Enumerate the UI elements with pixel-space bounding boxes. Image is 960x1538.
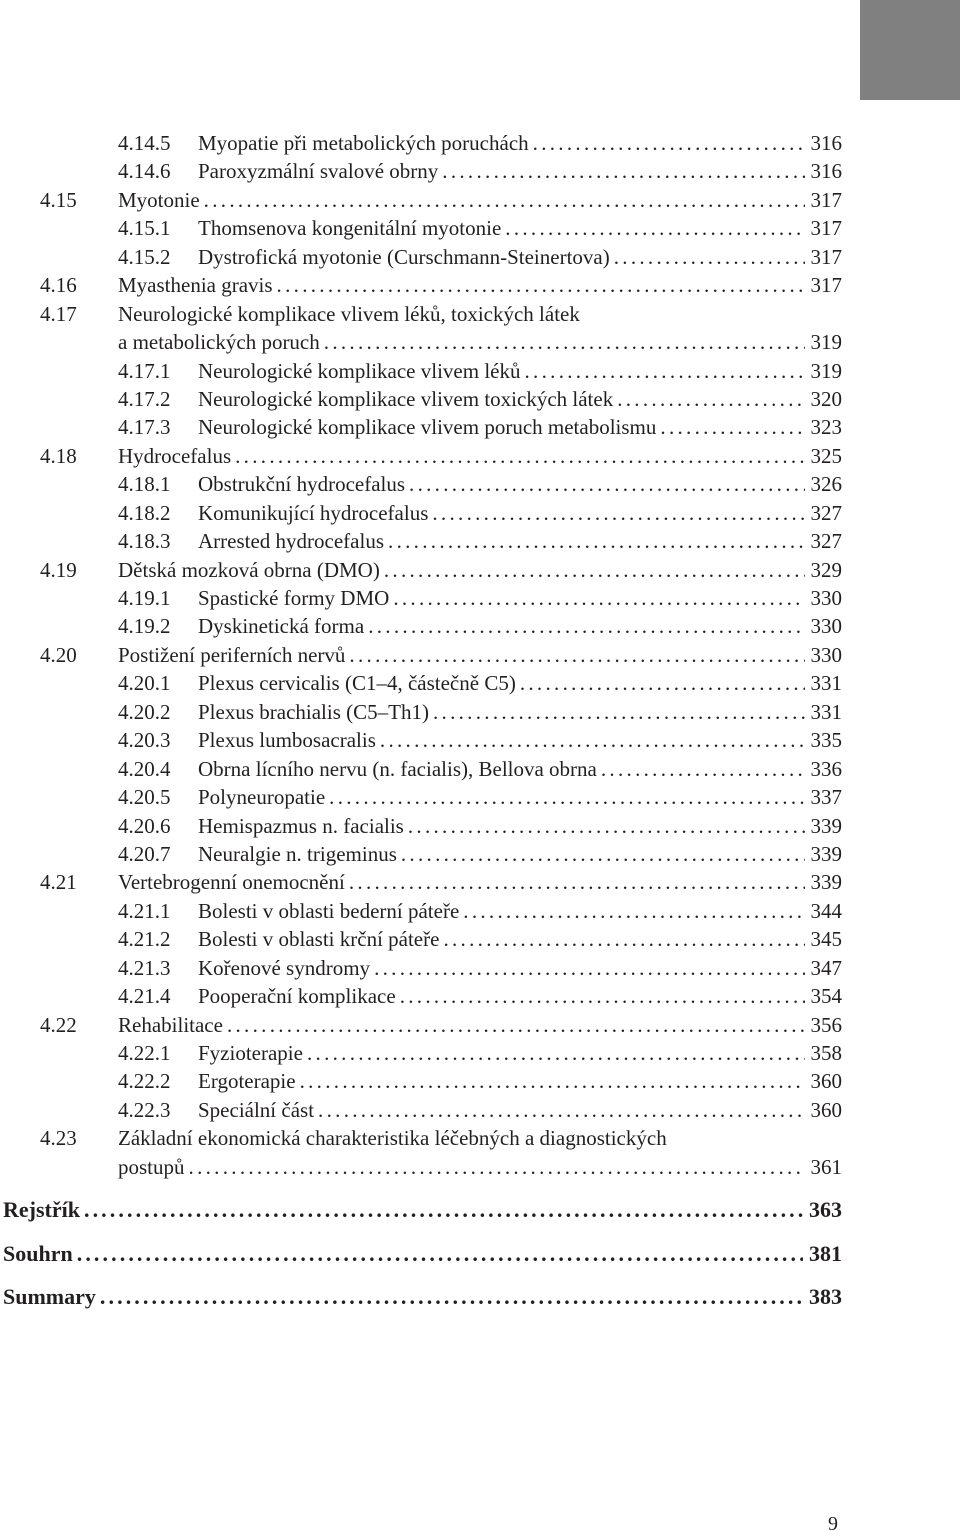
dot-leader	[393, 584, 804, 612]
toc-entry-number: 4.20.1	[118, 671, 171, 696]
toc-entry[interactable]	[0, 812, 842, 840]
toc-entry[interactable]	[0, 783, 842, 811]
toc-entry-page: 360	[810, 1069, 842, 1094]
toc-entry-page: 335	[810, 728, 842, 753]
toc-entry-page: 330	[810, 586, 842, 610]
toc-entry-title: Dystrofická myotonie (Curschmann-Steinertova)	[198, 244, 610, 269]
toc-entry[interactable]	[0, 584, 842, 612]
toc-entry-title: Obrna lícního nervu (n. facialis), Bellova obrna	[198, 756, 597, 781]
toc-entry-number: 4.21	[40, 870, 77, 895]
toc-entry-title: Bolesti v oblasti krční páteře	[198, 927, 440, 952]
toc-entry[interactable]	[0, 1124, 842, 1152]
toc-entry[interactable]	[0, 954, 842, 982]
toc-major-entry[interactable]	[0, 1240, 842, 1284]
dot-leader	[300, 1067, 805, 1095]
toc-entry[interactable]	[0, 328, 842, 356]
toc-entry-number: 4.20.3	[118, 728, 171, 753]
toc-entry-number: 4.19	[40, 557, 77, 582]
toc-entry-page: 326	[810, 472, 842, 497]
toc-entry-title: Neurologické komplikace vlivem léků, toxických látek	[118, 301, 580, 326]
toc-entry-number: 4.20.7	[118, 841, 171, 866]
toc-entry-title: Neuralgie n. trigeminus	[198, 841, 397, 866]
dot-leader	[77, 1240, 803, 1268]
toc-entry[interactable]	[0, 357, 842, 385]
toc-entry-title: Spastické formy DMO	[198, 586, 390, 610]
toc-entry[interactable]	[0, 1011, 842, 1039]
table-of-contents	[0, 129, 842, 1327]
toc-entry-number: 4.21.4	[118, 984, 171, 1009]
dot-leader	[505, 214, 804, 242]
toc-entry[interactable]	[0, 669, 842, 697]
dot-leader	[520, 669, 805, 697]
toc-entry-number: 4.14.6	[118, 159, 171, 184]
toc-entry-number: 4.22	[40, 1012, 77, 1037]
toc-entry-number: 4.18.1	[118, 472, 171, 497]
dot-leader	[384, 556, 805, 584]
toc-major-page: 381	[809, 1240, 842, 1266]
toc-entry-page: 356	[810, 1012, 842, 1037]
chapter-tab-marker	[860, 0, 960, 100]
toc-entry-title: Plexus lumbosacralis	[198, 728, 376, 753]
toc-entry-page: 317	[810, 273, 842, 298]
toc-entry[interactable]	[0, 129, 842, 157]
toc-entry-number: 4.22.1	[118, 1041, 171, 1065]
dot-leader	[318, 1096, 804, 1124]
toc-entry-title: a metabolických poruch	[118, 330, 320, 355]
toc-entry-title: Arrested hydrocefalus	[198, 529, 385, 554]
toc-entry-title: Neurologické komplikace vlivem léků	[198, 358, 521, 383]
toc-entry-number: 4.20.2	[118, 699, 171, 724]
toc-entry-title: Vertebrogenní onemocnění	[118, 870, 345, 895]
dot-leader	[324, 328, 805, 356]
toc-entry-page: 337	[810, 785, 842, 810]
dot-leader	[443, 925, 804, 953]
toc-major-entry[interactable]	[0, 1196, 842, 1240]
toc-entry-page: 330	[810, 614, 842, 639]
toc-entry-title: Dyskinetická forma	[198, 614, 365, 639]
toc-entry-title: Polyneuropatie	[198, 785, 326, 810]
toc-entry-title: Komunikující hydrocefalus	[198, 500, 429, 525]
dot-leader	[408, 812, 805, 840]
toc-entry-number: 4.18	[40, 443, 77, 468]
toc-entry[interactable]	[0, 556, 842, 584]
toc-entry[interactable]	[0, 982, 842, 1010]
dot-leader	[277, 271, 805, 299]
toc-entry[interactable]	[0, 755, 842, 783]
dot-leader	[368, 612, 804, 640]
toc-entry-number: 4.18.3	[118, 529, 171, 554]
toc-major-page: 383	[809, 1284, 842, 1310]
toc-entry-page: 339	[810, 870, 842, 895]
toc-major-entry[interactable]	[0, 1283, 842, 1327]
dot-leader	[227, 1011, 805, 1039]
toc-entry[interactable]	[0, 243, 842, 271]
toc-entry-title: Hydrocefalus	[118, 443, 232, 468]
dot-leader	[307, 1039, 805, 1067]
toc-entry[interactable]	[0, 840, 842, 868]
toc-entry-title: Základní ekonomická charakteristika léčebných a diagnostických	[118, 1126, 667, 1151]
toc-entry[interactable]	[0, 499, 842, 527]
toc-entry-page: 361	[810, 1154, 842, 1179]
dot-leader	[84, 1196, 803, 1224]
toc-entry-title: Plexus cervicalis (C1–4, částečně C5)	[198, 671, 516, 696]
toc-entry-title: Postižení periferních nervů	[118, 642, 346, 667]
toc-entry-page: 327	[810, 529, 842, 554]
toc-entry-title: Paroxyzmální svalové obrny	[198, 159, 439, 184]
toc-entry[interactable]	[0, 470, 842, 498]
toc-entry-page: 331	[810, 699, 842, 724]
dot-leader	[349, 868, 805, 896]
toc-entry-number: 4.17.1	[118, 358, 171, 383]
toc-entry[interactable]	[0, 868, 842, 896]
dot-leader	[329, 783, 804, 811]
toc-entry-number: 4.14.5	[118, 131, 171, 155]
dot-leader	[235, 442, 804, 470]
dot-leader	[617, 385, 804, 413]
toc-entry-page: 344	[810, 898, 842, 923]
dot-leader	[601, 755, 805, 783]
toc-entry-page: 317	[810, 216, 842, 241]
toc-entry-title: postupů	[118, 1154, 185, 1179]
toc-entry-number: 4.17.2	[118, 386, 171, 411]
dot-leader	[660, 413, 804, 441]
dot-leader	[100, 1283, 803, 1311]
dot-leader	[349, 641, 804, 669]
toc-entry[interactable]	[0, 413, 842, 441]
toc-entry-page: 329	[810, 557, 842, 582]
toc-entry-number: 4.20.4	[118, 756, 171, 781]
toc-entry-title: Pooperační komplikace	[198, 984, 396, 1009]
toc-entry-title: Bolesti v oblasti bederní páteře	[198, 898, 460, 923]
toc-entry[interactable]	[0, 186, 842, 214]
dot-leader	[614, 243, 805, 271]
toc-entry-page: 354	[810, 984, 842, 1009]
toc-entry-page: 330	[810, 642, 842, 667]
page-number: 9	[828, 1513, 838, 1535]
toc-entry-page: 323	[810, 415, 842, 440]
toc-entry-number: 4.18.2	[118, 500, 171, 525]
toc-entry-title: Neurologické komplikace vlivem poruch metabolismu	[198, 415, 657, 440]
toc-entry-title: Speciální část	[198, 1097, 315, 1122]
dot-leader	[204, 186, 805, 214]
toc-entry[interactable]	[0, 1039, 842, 1067]
toc-entry-number: 4.20	[40, 642, 77, 667]
toc-entry-page: 336	[810, 756, 842, 781]
toc-major-title: Summary	[3, 1284, 96, 1310]
toc-entry-number: 4.15.1	[118, 216, 171, 241]
toc-entry-number: 4.16	[40, 273, 77, 298]
toc-entry[interactable]	[0, 157, 842, 185]
toc-entry-number: 4.17	[40, 301, 77, 326]
toc-entry-number: 4.15	[40, 187, 77, 212]
toc-entry-title: Thomsenova kongenitální myotonie	[198, 216, 502, 241]
toc-entry[interactable]	[0, 271, 842, 299]
toc-entry-number: 4.20.6	[118, 813, 171, 838]
toc-major-title: Souhrn	[3, 1240, 73, 1266]
toc-entry-title: Dětská mozková obrna (DMO)	[118, 557, 380, 582]
toc-entry[interactable]	[0, 300, 842, 328]
toc-entry-page: 358	[810, 1041, 842, 1065]
toc-entry[interactable]	[0, 1096, 842, 1124]
toc-entry-title: Ergoterapie	[198, 1069, 296, 1094]
toc-entry-title: Kořenové syndromy	[198, 955, 371, 980]
toc-entry[interactable]	[0, 897, 842, 925]
dot-leader	[388, 527, 804, 555]
toc-entry-title: Myasthenia gravis	[118, 273, 273, 298]
toc-entry-page: 316	[810, 131, 842, 155]
toc-entry[interactable]	[0, 641, 842, 669]
toc-entry-number: 4.22.3	[118, 1097, 171, 1122]
dot-leader	[400, 982, 805, 1010]
toc-entry-title: Myotonie	[118, 187, 200, 212]
dot-leader	[525, 357, 805, 385]
toc-entry-number: 4.15.2	[118, 244, 171, 269]
dot-leader	[189, 1153, 805, 1181]
toc-entry-page: 331	[810, 671, 842, 696]
toc-entry-number: 4.17.3	[118, 415, 171, 440]
toc-entry-title: Fyzioterapie	[198, 1041, 303, 1065]
toc-entry-page: 317	[810, 187, 842, 212]
toc-entry[interactable]	[0, 214, 842, 242]
toc-entry-title: Obstrukční hydrocefalus	[198, 472, 406, 497]
toc-entry-title: Myopatie při metabolických poruchách	[198, 131, 529, 155]
dot-leader	[374, 954, 804, 982]
dot-leader	[533, 129, 805, 157]
dot-leader	[463, 897, 804, 925]
toc-entry[interactable]	[0, 527, 842, 555]
toc-entry[interactable]	[0, 612, 842, 640]
dot-leader	[380, 726, 805, 754]
toc-entry[interactable]	[0, 726, 842, 754]
toc-entry-page: 317	[810, 244, 842, 269]
toc-major-page: 363	[809, 1197, 842, 1223]
toc-entry-page: 319	[810, 330, 842, 355]
toc-entry-page: 345	[810, 927, 842, 952]
toc-entry-title: Rehabilitace	[118, 1012, 223, 1037]
dot-leader	[409, 470, 804, 498]
toc-entry-number: 4.20.5	[118, 785, 171, 810]
toc-entry-page: 339	[810, 841, 842, 866]
dot-leader	[442, 157, 804, 185]
toc-entry-page: 327	[810, 500, 842, 525]
toc-entry-title: Plexus brachialis (C5–Th1)	[198, 699, 429, 724]
toc-entry-number: 4.19.2	[118, 614, 171, 639]
toc-entry[interactable]	[0, 1067, 842, 1095]
dot-leader	[401, 840, 805, 868]
toc-entry[interactable]	[0, 442, 842, 470]
toc-entry-number: 4.19.1	[118, 586, 171, 610]
toc-entry-title: Neurologické komplikace vlivem toxických látek	[198, 386, 614, 411]
toc-entry-number: 4.21.2	[118, 927, 171, 952]
dot-leader	[432, 499, 804, 527]
toc-entry-number: 4.21.3	[118, 955, 171, 980]
toc-entry-number: 4.23	[40, 1126, 77, 1151]
toc-entry[interactable]	[0, 385, 842, 413]
toc-entry-page: 320	[810, 386, 842, 411]
toc-entry[interactable]	[0, 1153, 842, 1181]
toc-entry-page: 325	[810, 443, 842, 468]
toc-entry[interactable]	[0, 698, 842, 726]
toc-entry-number: 4.21.1	[118, 898, 171, 923]
toc-major-title: Rejstřík	[3, 1197, 80, 1223]
toc-entry-page: 347	[810, 955, 842, 980]
toc-entry-title: Hemispazmus n. facialis	[198, 813, 404, 838]
toc-entry[interactable]	[0, 925, 842, 953]
toc-entry-page: 319	[810, 358, 842, 383]
toc-entry-number: 4.22.2	[118, 1069, 171, 1094]
toc-entry-page: 339	[810, 813, 842, 838]
toc-entry-page: 360	[810, 1097, 842, 1122]
toc-entry-page: 316	[810, 159, 842, 184]
dot-leader	[433, 698, 805, 726]
